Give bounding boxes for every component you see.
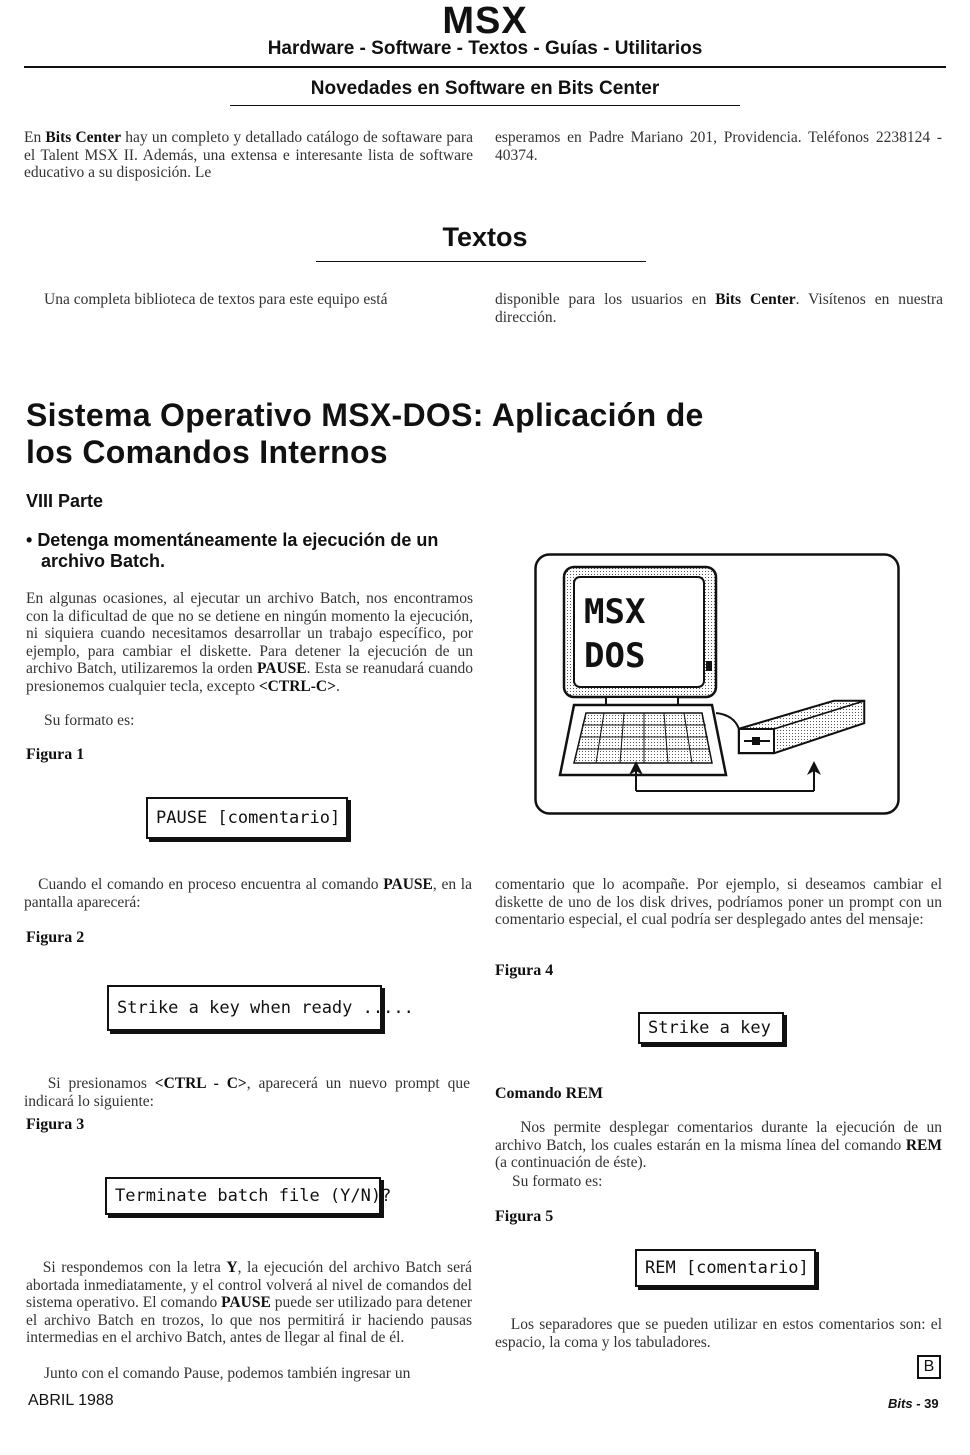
novedades-col1: En Bits Center hay un completo y detallado catálogo de softaware para el Talent MSX II. Además, una extensa e interesante lista de software educativo a su disposición. Le (24, 129, 474, 181)
footer-date: ABRIL 1988 (28, 1392, 114, 1409)
bullet-heading-cont: archivo Batch. (41, 551, 166, 571)
figure-1-label: Figura 1 (26, 746, 85, 763)
screen-line-1: MSX (584, 592, 646, 632)
bullet-heading: • Detenga momentáneamente la ejecución de un (26, 530, 439, 550)
novedades-underline (230, 105, 740, 106)
end-mark-badge: B (917, 1355, 941, 1379)
footer-page-number: - 39 (916, 1396, 939, 1411)
figure-1-box: PAUSE [comentario] (146, 797, 348, 839)
figure-2-label: Figura 2 (26, 929, 85, 946)
bullet-dot: • (26, 530, 38, 550)
rem-section-title: Comando REM (495, 1085, 604, 1102)
textos-col1: Una completa biblioteca de textos para este equipo está (44, 291, 388, 308)
ctrl-c-paragraph: Si presionamos <CTRL - C>, aparecerá un nuevo prompt que indicará lo siguiente: (24, 1075, 470, 1110)
junto-paragraph: Junto con el comando Pause, podemos también ingresar un (44, 1365, 411, 1382)
figure-2-box: Strike a key when ready ..... (107, 985, 382, 1031)
screen-line-2: DOS (584, 636, 646, 676)
textos-underline (316, 261, 646, 262)
article-title-line1: Sistema Operativo MSX-DOS: Aplicación de (26, 397, 704, 433)
cuando-paragraph: Cuando el comando en proceso encuentra al comando PAUSE, en la pantalla aparecerá: (24, 876, 472, 911)
magazine-section-title: MSX (442, 0, 528, 42)
figure-5-box: REM [comentario] (635, 1249, 816, 1287)
figure-5-label: Figura 5 (495, 1208, 554, 1225)
textos-title: Textos (442, 222, 528, 252)
formato-text: Su formato es: (44, 712, 135, 729)
computer-drawing (534, 553, 900, 815)
figure-3-label: Figura 3 (26, 1116, 85, 1133)
novedades-col2: esperamos en Padre Mariano 201, Providencia. Teléfonos 2238124 - 40374. (495, 129, 942, 164)
footer-page (888, 1396, 939, 1411)
section-subtitle: Hardware - Software - Textos - Guías - Utilitarios (267, 38, 703, 59)
header-divider (24, 66, 946, 68)
comentario-paragraph: comentario que lo acompañe. Por ejemplo, si deseamos cambiar el diskette de uno de los disk drives, podríamos poner un prompt con un comentario especial, el cual podría ser desplegado antes del mensaje: (495, 876, 942, 928)
rem-paragraph: Nos permite desplegar comentarios durante la ejecución de un archivo Batch, los cuales estarán en la misma línea del comando REM (a continuación de éste). (495, 1119, 943, 1171)
intro-paragraph: En algunas ocasiones, al ejecutar un archivo Batch, nos encontramos con la dificultad de que no se detiene en ningún momento la ejecución, ni siquiera cuando necesitamos desarrollar un trabajo específico, por ejemplo, para cambiar el diskette. Para detener la ejecución de un archivo Batch, utilizaremos la orden PAUSE. Esta se reanudará cuando presionemos cualquier tecla, excepto <CTRL-C>. (26, 590, 473, 695)
article-part: VIII Parte (26, 491, 104, 511)
article-title-line2: los Comandos Internos (26, 434, 388, 470)
rem-formato: Su formato es: (512, 1173, 603, 1190)
respond-paragraph: Si respondemos con la letra Y, la ejecución del archivo Batch será abortada inmediatamente, y el control volverá al nivel de comandos del sistema operativo. El comando PAUSE puede ser utilizado para detener el archivo Batch en trozos, lo que nos permitirá ir haciendo pausas intermedias en el archivo Batch, antes de llegar al final de él. (26, 1259, 473, 1346)
separadores-paragraph: Los separadores que se pueden utilizar en estos comentarios son: el espacio, la coma y los tabuladores. (495, 1316, 942, 1351)
textos-col2: disponible para los usuarios en Bits Center. Visítenos en nuestra dirección. (495, 291, 943, 326)
footer-brand: Bits (888, 1396, 913, 1411)
novedades-title: Novedades en Software en Bits Center (310, 78, 660, 99)
msx-computer-illustration (534, 553, 900, 815)
figure-3-box: Terminate batch file (Y/N)? (105, 1177, 381, 1215)
figure-4-box: Strike a key (638, 1012, 784, 1044)
figure-4-label: Figura 4 (495, 962, 554, 979)
